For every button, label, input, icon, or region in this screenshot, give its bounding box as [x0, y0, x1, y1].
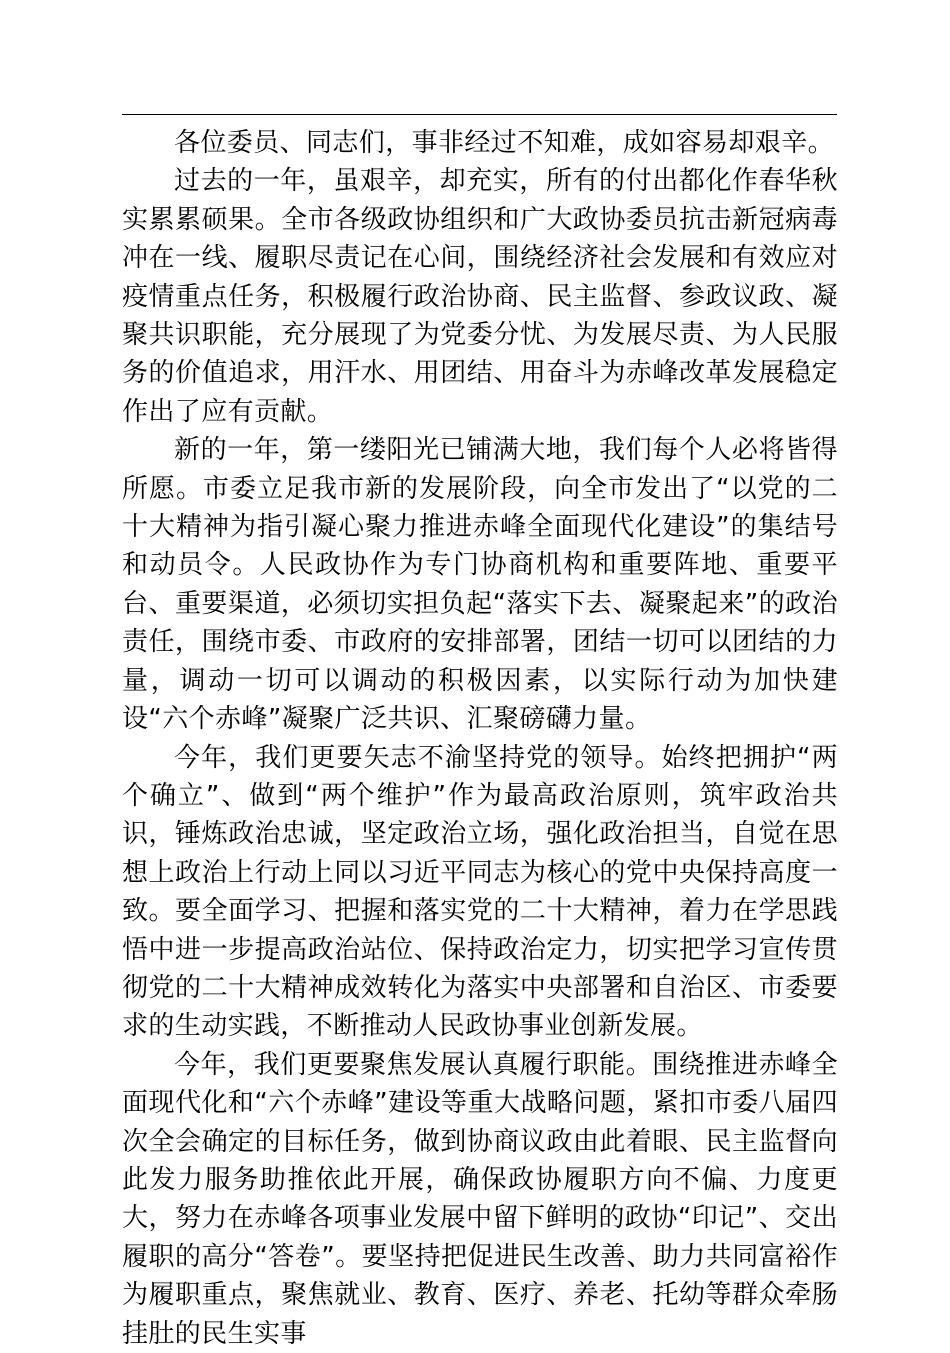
- paragraph-new-year: 新的一年，第一缕阳光已铺满大地，我们每个人必将皆得所愿。市委立足我市新的发展阶段，向全市发出了“以党的二十大精神为指引凝心聚力推进赤峰全面现代化建设”的集结号和动员令。人民政协作为专门协商机构和重要阵地、重要平台、重要渠道，必须切实担负起“落实下去、凝聚起来”的政治责任，围绕市委、市政府的安排部署，团结一切可以团结的力量，调动一切可以调动的积极因素，以实际行动为加快建设“六个赤峰”凝聚广泛共识、汇聚磅礴力量。: [122, 435, 838, 735]
- header-rule: [122, 114, 837, 115]
- paragraph-party-leadership: 今年，我们更要矢志不渝坚持党的领导。始终把拥护“两个确立”、做到“两个维护”作为最高政治原则，筑牢政治共识，锤炼政治忠诚，坚定政治立场，强化政治担当，自觉在思想上政治上行动上同以习近平同志为核心的党中央保持高度一致。要全面学习、把握和落实党的二十大精神，着力在学思践悟中进一步提高政治站位、保持政治定力，切实把学习宣传贯彻党的二十大精神成效转化为落实中央部署和自治区、市委要求的生动实践，不断推动人民政协事业创新发展。: [122, 742, 838, 1042]
- document-body: [122, 124, 838, 1353]
- paragraph-past-year: 过去的一年，虽艰辛，却充实，所有的付出都化作春华秋实累累硕果。全市各级政协组织和广大政协委员抗击新冠病毒冲在一线、履职尽责记在心间，围绕经济社会发展和有效应对疫情重点任务，积极履行政治协商、民主监督、参政议政、凝聚共识职能，充分展现了为党委分忧、为发展尽责、为人民服务的价值追求，用汗水、用团结、用奋斗为赤峰改革发展稳定作出了应有贡献。: [122, 166, 838, 427]
- paragraph-opening: 各位委员、同志们，事非经过不知难，成如容易却艰辛。: [174, 128, 835, 158]
- paragraph-duties: 今年，我们更要聚焦发展认真履行职能。围绕推进赤峰全面现代化和“六个赤峰”建设等重大战略问题，紧扣市委八届四次全会确定的目标任务，做到协商议政由此着眼、民主监督向此发力服务助推依此开展，确保政协履职方向不偏、力度更大，努力在赤峰各项事业发展中留下鲜明的政协“印记”、交出履职的高分“答卷”。要坚持把促进民生改善、助力共同富裕作为履职重点，聚焦就业、教育、医疗、养老、托幼等群众牵肠挂肚的民生实事: [122, 1049, 838, 1349]
